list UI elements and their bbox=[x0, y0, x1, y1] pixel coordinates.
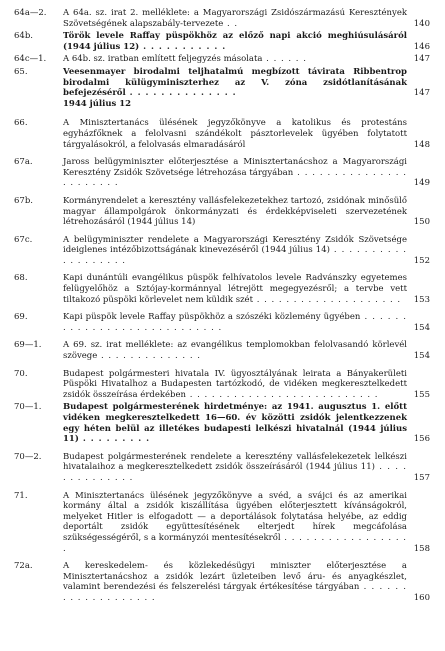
index-entry-date bbox=[14, 99, 430, 110]
entry-number: 70—2. bbox=[14, 451, 42, 462]
entry-page: 157 bbox=[413, 472, 430, 483]
entry-page: 149 bbox=[413, 178, 430, 189]
entry-page: 153 bbox=[413, 294, 430, 305]
entry-number: 67a. bbox=[14, 157, 33, 168]
entry-page: 154 bbox=[413, 322, 430, 333]
entry-text: A belügyminiszter rendelete a Magyarországi Keresztény Zsidók Szövetsége ideiglenes intézőbizottságának kinevezéséről (1944 július 14) . . . . . . . . . . . . . . . . . . . bbox=[63, 234, 407, 266]
entry-number: 64c—1. bbox=[14, 54, 47, 65]
entry-number: 69. bbox=[14, 312, 28, 323]
index-entry bbox=[14, 157, 430, 189]
entry-text: Veesenmayer birodalmi teljhatalmú megbízott távirata Ribbentrop birodalmi külügyminiszterhez az V. zóna zsidótlanításának befejezéséről . . . . . . . . . . . . . . bbox=[63, 66, 407, 99]
entry-number: 65. bbox=[14, 66, 28, 77]
entry-number: 69—1. bbox=[14, 340, 42, 351]
entry-text: Jaross belügyminiszter előterjesztése a Minisztertanácshoz a Magyarországi Keresztény Zsidók Szövetsége létrehozása tárgyában . . . . . . . . . . . . . . . . . . . . . . . bbox=[63, 157, 407, 189]
entry-text: Török levele Raffay püspökhöz az előző napi akció meghiúsulásáról (1944 július 12) . . . . . . . . . . . bbox=[63, 31, 407, 52]
entry-date: 1944 július 12 bbox=[63, 98, 132, 109]
entry-text: A 64b. sz. iratban említett feljegyzés másolata . . . . . . bbox=[63, 54, 307, 65]
entry-text: A Minisztertanács ülésének jegyzőkönyve a svéd, a svájci és az amerikai kormány által a zsidók kiszállítása ügyében előterjesztett kívánságokról, melyeket Hitler is elfogadott — a deportálások folytatása helyébe, az eddig deportált zsidók együttesítésének elterjedt hírek megcáfolása szükségességéről, s a kormányzói mentesítésekről . . . . . . . . . . . . . . . . . . bbox=[63, 490, 407, 554]
index-entry bbox=[14, 491, 430, 555]
index-entry bbox=[14, 31, 430, 52]
entry-page: 140 bbox=[413, 18, 430, 29]
entry-text: Budapest polgármesterének hirdetménye: az 1941. augusztus 1. előtt vidéken megkeresztelkedett 16—60. év közötti zsidók jelentkezzenek egy héten belül az illetékes budapesti lelkészi hivatalnál (1944 július 11) . . . . . . . . . bbox=[63, 402, 407, 445]
index-entry bbox=[14, 312, 430, 333]
entry-number: 68. bbox=[14, 273, 28, 284]
entry-number: 71. bbox=[14, 490, 28, 501]
index-entry bbox=[14, 452, 430, 484]
index-entry bbox=[14, 340, 430, 361]
entry-number: 70—1. bbox=[14, 402, 42, 413]
entry-text: A 64a. sz. irat 2. melléklete: a Magyarországi Zsidószármazású Keresztények Szövetségének alapszabály-tervezete . . bbox=[63, 8, 407, 29]
index-entry bbox=[14, 235, 430, 267]
entry-number: 70. bbox=[14, 368, 28, 379]
index-entry bbox=[14, 196, 430, 228]
entry-number: 66. bbox=[14, 118, 28, 129]
entry-text: A Minisztertanács ülésének jegyzőkönyve a katolikus és protestáns egyházfőknek a felolvasni szándékolt pásztorlevelek ügyében folytatott tárgyalásokról, a felolvasás elmaradásáról bbox=[63, 118, 407, 150]
entry-page: 155 bbox=[413, 389, 430, 400]
entry-number: 64a—2. bbox=[14, 8, 47, 18]
entry-number: 67c. bbox=[14, 234, 33, 245]
entry-text: Kapi dunántúli evangélikus püspök felhívatolos levele Radvánszky egyetemes felügyelőhöz a Sztójay-kormánnyal létrejött megegyezésről; a tervbe vett tiltakozó püspöki körlevelet nem küldik szét . . . . . . . . . . . . . . . . . . . . bbox=[63, 273, 407, 305]
entry-text: Kormányrendelet a keresztény vallásfelekezetekhez tartozó, zsidónak minősülő magyar állampolgárok önkormányzati és érdekképviseleti szervezetének létrehozásáról (1944 július 14) bbox=[63, 195, 407, 228]
index-entry bbox=[14, 369, 430, 401]
entry-page: 154 bbox=[413, 351, 430, 362]
index-entry bbox=[14, 67, 430, 99]
entry-text: A kereskedelem- és közlekedésügyi miniszter előterjesztése a Minisztertanácshoz a zsidók lezárt üzleteiben levő áru- és anyagkészlet, valamint berendezési és felszerelési tárgyak értékesítése tárgyában . . . . . . . . . . . . . . . . . . . bbox=[63, 561, 407, 603]
index-entry bbox=[14, 273, 430, 305]
entry-page: 158 bbox=[413, 543, 430, 554]
entry-page: 146 bbox=[413, 41, 430, 52]
index-entry bbox=[14, 561, 430, 603]
entry-number: 64b. bbox=[14, 31, 33, 42]
entry-page: 147 bbox=[413, 88, 430, 99]
entry-text: Kapi püspök levele Raffay püspökhöz a szószéki közlemény ügyében . . . . . . . . . . . . . . . . . . . . . . . . . . . . bbox=[63, 312, 407, 333]
entry-text: Budapest polgármesteri hivatala IV. ügyosztályának leirata a Bányakerületi Püspöki Hivatalhoz a Budapesten tartózkodó, de vidéken megkeresztelkedett zsidók összeírása érdekében . . . . . . . . . . . . . . . . . . . . . . . . . . bbox=[63, 368, 407, 400]
index-entry bbox=[14, 8, 430, 29]
entry-number: 67b. bbox=[14, 195, 33, 206]
entry-text: Budapest polgármesterének rendelete a keresztény vallásfelekezetek lelkészi hivatalaihoz a megkeresztelkedett zsidók összeírásáról (1944 július 11) . . . . . . . . . . . . . . bbox=[63, 451, 407, 483]
index-entry bbox=[14, 54, 430, 65]
entry-page: 147 bbox=[413, 54, 430, 65]
entry-text: A 69. sz. irat melléklete: az evangélikus templomokban felolvasandó körlevél szövege . . . . . . . . . . . . . . bbox=[63, 340, 407, 362]
entry-number: 72a. bbox=[14, 561, 33, 572]
entry-page: 156 bbox=[413, 434, 430, 445]
entry-page: 152 bbox=[413, 255, 430, 266]
entry-page: 150 bbox=[413, 217, 430, 228]
index-entry bbox=[14, 118, 430, 150]
index-entry bbox=[14, 402, 430, 444]
entry-page: 160 bbox=[413, 592, 430, 603]
entry-page: 148 bbox=[413, 139, 430, 150]
